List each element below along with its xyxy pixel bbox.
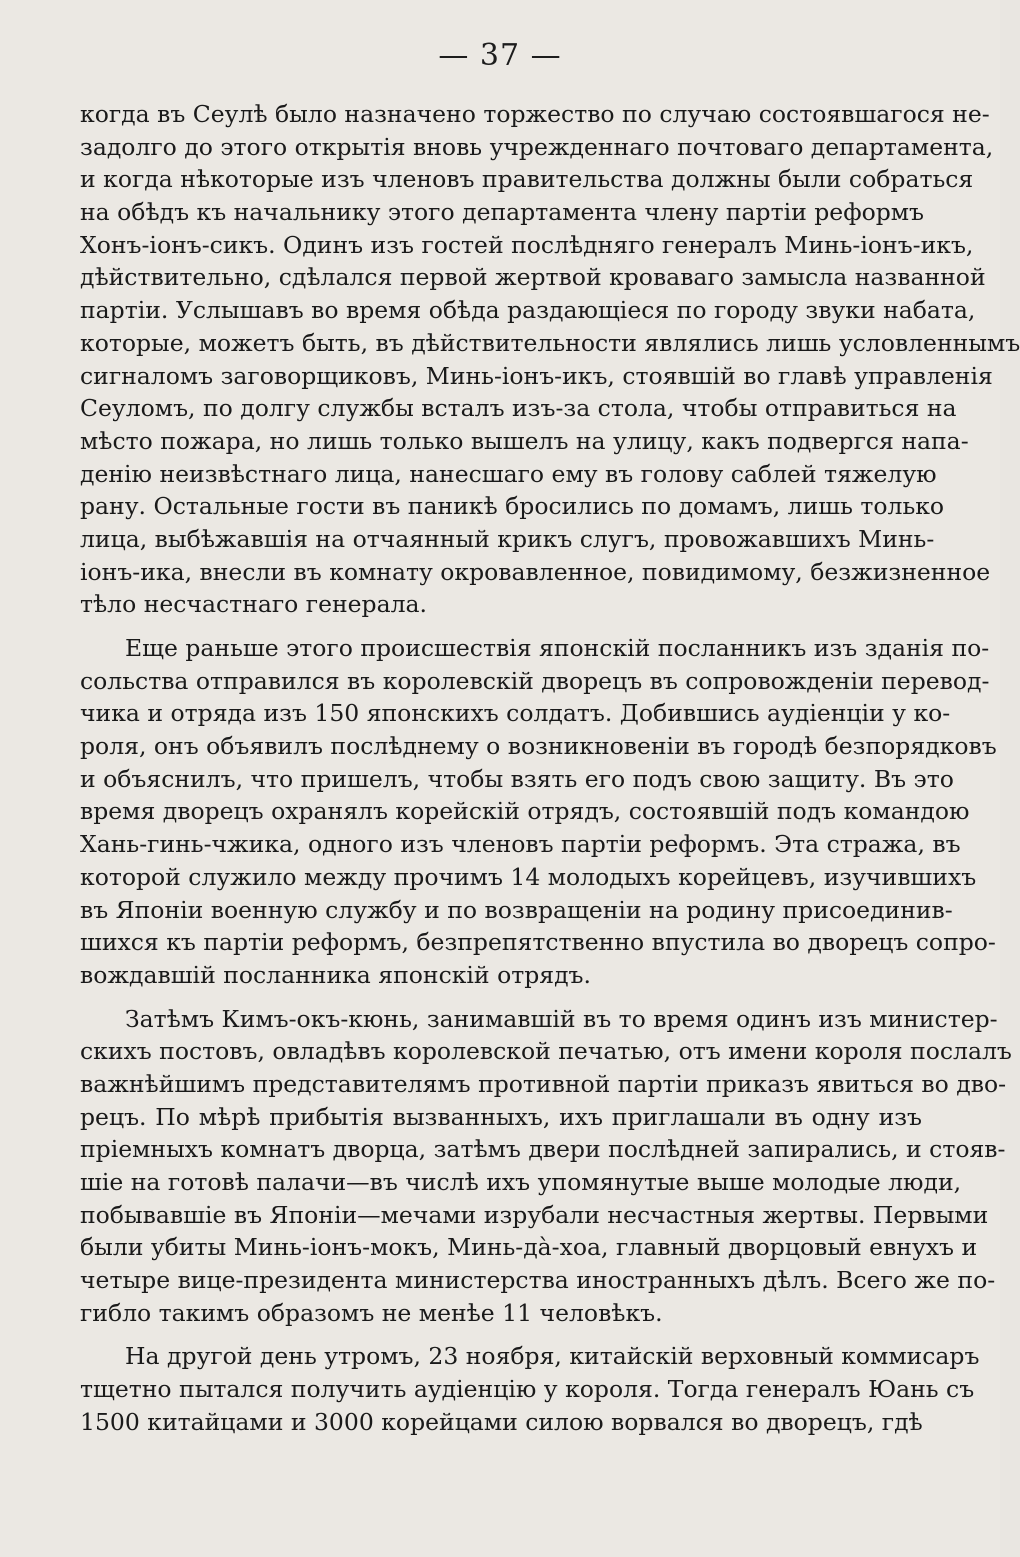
text-line: тщетно пытался получить аудіенцію у короля. Тогда генералъ Юань съ (80, 1375, 975, 1404)
text-line: 1500 китайцами и 3000 корейцами силою ворвался во дворецъ, гдѣ (80, 1407, 923, 1436)
text-line: побывавшіе въ Японіи—мечами изрубали несчастныя жертвы. Первыми (80, 1200, 989, 1229)
text-line: Еще раньше этого происшествія японскій посланникъ изъ зданія по- (125, 634, 990, 662)
text-line: задолго до этого открытія вновь учрежденнаго почтоваго департамента, (80, 132, 994, 161)
text-line: шихся къ партіи реформъ, безпрепятственно впустила во дворецъ сопро- (80, 928, 996, 957)
text-line: мѣсто пожара, но лишь только вышелъ на улицу, какъ подвергся напа- (80, 426, 969, 455)
text-line: рецъ. По мѣрѣ прибытія вызванныхъ, ихъ приглашали въ одну изъ (80, 1102, 922, 1131)
text-line: Хонъ-іонъ-сикъ. Одинъ изъ гостей послѣдняго генералъ Минь-іонъ-икъ, (80, 230, 974, 259)
text-line: чика и отряда изъ 150 японскихъ солдатъ. Добившись аудіенціи у ко- (80, 699, 951, 728)
text-line: которой служило между прочимъ 14 молодыхъ корейцевъ, изучившихъ (80, 862, 977, 891)
text-line: скихъ постовъ, овладѣвъ королевской печатью, отъ имени короля послалъ (80, 1037, 1012, 1066)
text-line: денію неизвѣстнаго лица, нанесшаго ему въ голову саблей тяжелую (80, 459, 937, 488)
text-line: роля, онъ объявилъ послѣднему о возникновеніи въ городѣ безпорядковъ (80, 732, 997, 761)
text-line: и когда нѣкоторые изъ членовъ правительства должны были собраться (80, 165, 974, 194)
text-line: пріемныхъ комнатъ дворца, затѣмъ двери послѣдней запирались, и стояв- (80, 1135, 1006, 1164)
text-line: Хань-гинь-чжика, одного изъ членовъ партіи реформъ. Эта стража, въ (80, 830, 961, 859)
paragraph (80, 632, 997, 992)
text-line: сигналомъ заговорщиковъ, Минь-іонъ-икъ, стоявшій во главѣ управленія (80, 361, 993, 390)
paragraph (80, 1003, 1012, 1330)
text-line: На другой день утромъ, 23 ноября, китайскій верховный коммисаръ (125, 1342, 980, 1371)
text-line: сольства отправился въ королевскій дворецъ въ сопровожденіи перевод- (80, 666, 990, 695)
text-line: лица, выбѣжавшія на отчаянный крикъ слугъ, провожавшихъ Минь- (80, 524, 935, 553)
text-line: въ Японіи военную службу и по возвращеніи на родину присоединив- (80, 895, 953, 924)
text-line: дѣйствительно, сдѣлался первой жертвой кроваваго замысла названной (80, 263, 986, 292)
text-line: іонъ-ика, внесли въ комнату окровавленное, повидимому, безжизненное (80, 557, 991, 586)
text-line: гибло такимъ образомъ не менѣе 11 человѣкъ. (80, 1298, 663, 1327)
text-line: партіи. Услышавъ во время обѣда раздающіеся по городу звуки набата, (80, 296, 976, 325)
text-line: рану. Остальные гости въ паникѣ бросились по домамъ, лишь только (80, 492, 945, 521)
paragraph (80, 1340, 980, 1438)
text-line: время дворецъ охранялъ корейскій отрядъ, состоявшій подъ командою (80, 797, 970, 826)
text-line: Сеуломъ, по долгу службы всталъ изъ-за стола, чтобы отправиться на (80, 394, 957, 423)
body-text (80, 98, 1020, 1439)
page-number: — 37 — (438, 38, 562, 73)
text-line: Затѣмъ Кимъ-окъ-кюнь, занимавшій въ то время одинъ изъ министер- (125, 1004, 998, 1033)
text-line: шіе на готовѣ палачи—въ числѣ ихъ упомянутые выше молодые люди, (80, 1168, 962, 1196)
text-line: когда въ Сеулѣ было назначено торжество по случаю состоявшагося не- (80, 100, 990, 128)
text-line: четыре вице-президента министерства иностранныхъ дѣлъ. Всего же по- (80, 1266, 996, 1295)
text-line: тѣло несчастнаго генерала. (80, 590, 428, 619)
paragraph (80, 98, 1020, 621)
text-line: на обѣдъ къ начальнику этого департамента члену партіи реформъ (80, 198, 925, 227)
text-line: важнѣйшимъ представителямъ противной партіи приказъ явиться во дво- (80, 1069, 1007, 1098)
text-line: и объяснилъ, что пришелъ, чтобы взять его подъ свою защиту. Въ это (80, 764, 954, 793)
text-line: которые, можетъ быть, въ дѣйствительности являлись лишь условленнымъ (80, 328, 1020, 357)
text-line: были убиты Минь-іонъ-мокъ, Минь-дà-хоа, главный дворцовый евнухъ и (80, 1233, 978, 1262)
text-line: вождавшій посланника японскій отрядъ. (80, 960, 591, 989)
